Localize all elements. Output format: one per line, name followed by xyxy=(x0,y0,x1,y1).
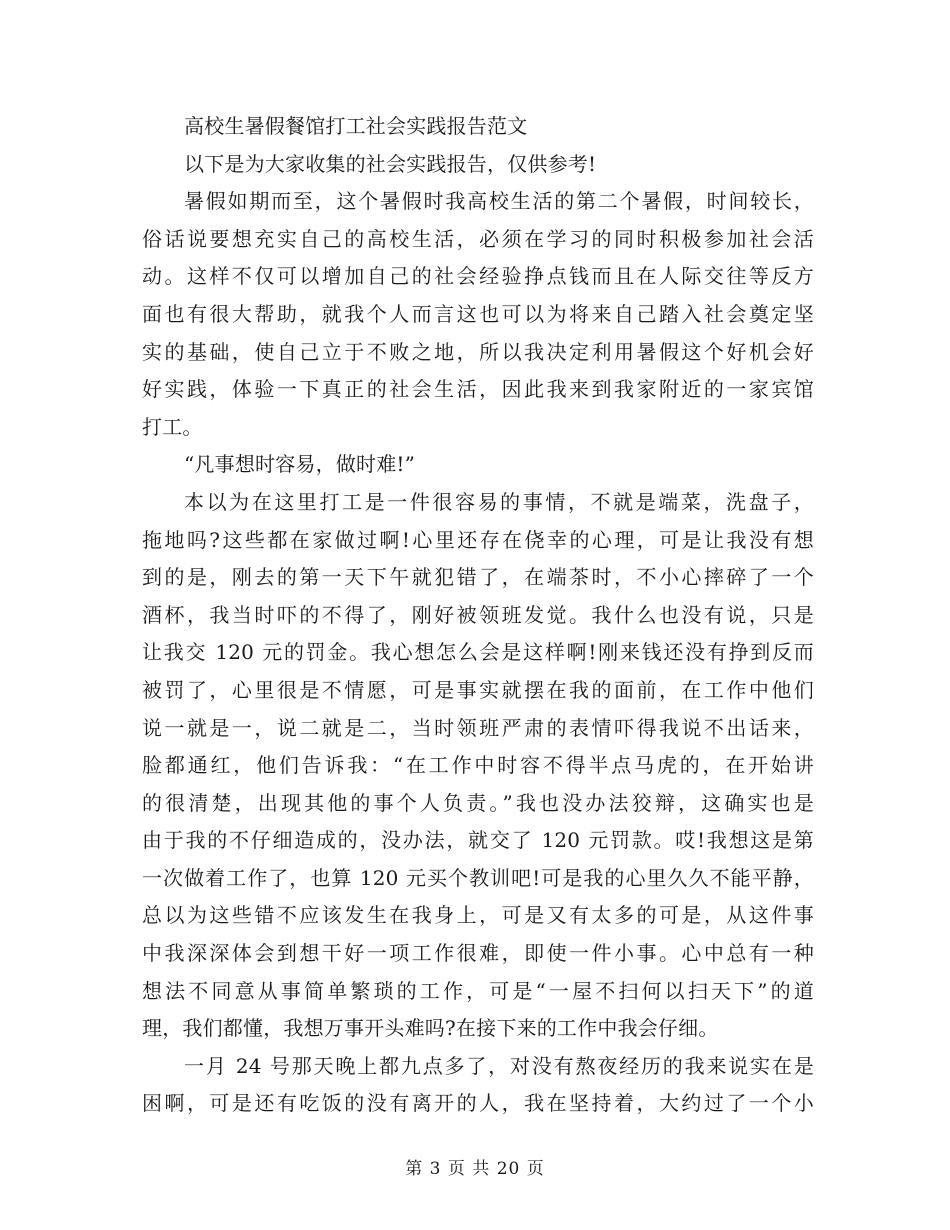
text-line: 本以为在这里打工是一件很容易的事情，不就是端菜，洗盘子， xyxy=(184,489,814,514)
text-line: 好实践，体验一下真正的社会生活，因此我来到我家附近的一家宾馆 xyxy=(142,377,814,402)
text-line: 以下是为大家收集的社会实践报告，仅供参考! xyxy=(184,151,597,176)
text-line: 拖地吗?这些都在家做过啊!心里还存在侥幸的心理，可是让我没有想 xyxy=(142,527,814,552)
text-line: 让我交 120 元的罚金。我心想怎么会是这样啊!刚来钱还没有挣到反而 xyxy=(142,640,814,665)
document-body xyxy=(142,108,814,1123)
text-line: 脸都通红，他们告诉我：“在工作中时容不得半点马虎的，在开始讲 xyxy=(142,753,814,778)
text-line: 俗话说要想充实自己的高校生活，必须在学习的同时积极参加社会活 xyxy=(142,226,814,251)
text-line: 到的是，刚去的第一天下午就犯错了，在端茶时，不小心摔碎了一个 xyxy=(142,565,814,590)
text-line: “凡事想时容易，做时难!” xyxy=(184,452,416,477)
text-line: 总以为这些错不应该发生在我身上，可是又有太多的可是，从这件事 xyxy=(142,903,814,928)
text-line: 由于我的不仔细造成的，没办法，就交了 120 元罚款。哎!我想这是第 xyxy=(142,828,814,853)
text-line: 的很清楚，出现其他的事个人负责。”我也没办法狡辩，这确实也是 xyxy=(142,790,814,815)
text-line: 理，我们都懂，我想万事开头难吗?在接下来的工作中我会仔细。 xyxy=(142,1016,719,1041)
text-line: 一次做着工作了，也算 120 元买个教训吧!可是我的心里久久不能平静， xyxy=(142,865,814,890)
text-line: 一月 24 号那天晚上都九点多了，对没有熬夜经历的我来说实在是 xyxy=(184,1053,814,1078)
text-line: 酒杯，我当时吓的不得了，刚好被领班发觉。我什么也没有说，只是 xyxy=(142,602,814,627)
text-line: 实的基础，使自己立于不败之地，所以我决定利用暑假这个好机会好 xyxy=(142,339,814,364)
document-title: 高校生暑假餐馆打工社会实践报告范文 xyxy=(184,114,528,138)
text-line: 动。这样不仅可以增加自己的社会经验挣点钱而且在人际交往等反方 xyxy=(142,264,814,289)
text-line: 困啊，可是还有吃饭的没有离开的人，我在坚持着，大约过了一个小 xyxy=(142,1091,814,1116)
text-line: 说一就是一，说二就是二，当时领班严肃的表情吓得我说不出话来， xyxy=(142,715,814,740)
text-line: 被罚了，心里很是不情愿，可是事实就摆在我的面前，在工作中他们 xyxy=(142,677,814,702)
text-line: 想法不同意从事简单繁琐的工作，可是“一屋不扫何以扫天下”的道 xyxy=(142,978,814,1003)
page-footer: 第 3 页 共 20 页 xyxy=(405,1159,545,1179)
text-line: 面也有很大帮助，就我个人而言这也可以为将来自己踏入社会奠定坚 xyxy=(142,301,814,326)
text-line: 中我深深体会到想干好一项工作很难，即使一件小事。心中总有一种 xyxy=(142,941,814,966)
text-line: 打工。 xyxy=(142,414,203,439)
text-line: 暑假如期而至，这个暑假时我高校生活的第二个暑假，时间较长， xyxy=(184,189,814,214)
